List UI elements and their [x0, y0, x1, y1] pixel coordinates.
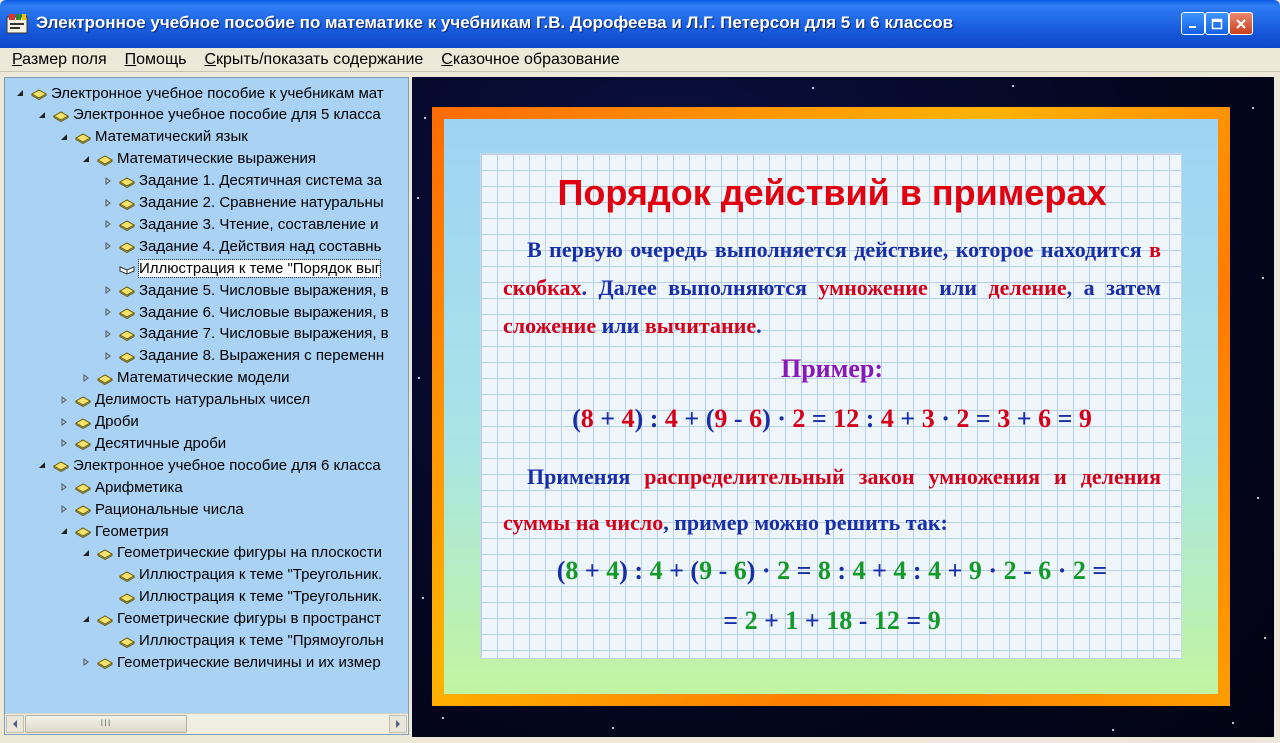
book-icon — [75, 436, 91, 450]
formula1-run: - — [727, 404, 750, 433]
book-icon — [119, 349, 135, 363]
tree-item-label: Задание 5. Числовые выражения, в — [139, 281, 389, 299]
tree-item[interactable] — [103, 257, 380, 279]
tree-item-label: Электронное учебное пособие к учебникам мат — [51, 84, 384, 102]
formula1-run: : — [859, 404, 881, 433]
formula2-run: 9 — [968, 556, 982, 585]
tree-item[interactable] — [15, 82, 384, 104]
menu-mnemonic: П — [124, 50, 137, 68]
para1-run: . Далее выполняются — [581, 275, 819, 300]
formula2-run: ) : — [619, 556, 650, 585]
tree-leaf-spacer — [103, 592, 113, 602]
formula2-run: : — [830, 556, 853, 585]
book-icon — [97, 152, 113, 166]
contents-tree — [5, 78, 408, 713]
tree-item[interactable] — [81, 148, 316, 170]
formula3-run: 1 — [785, 606, 799, 635]
scroll-right-button[interactable] — [389, 715, 407, 733]
star-decoration — [424, 117, 426, 119]
formula2-run: 2 — [1072, 556, 1086, 585]
tree-item-label: Геометрические величины и их измер — [117, 653, 381, 671]
tree-item[interactable] — [103, 345, 384, 367]
formula2-run: 6 — [733, 556, 747, 585]
tree-item[interactable] — [103, 630, 384, 652]
formula2-run: : — [906, 556, 929, 585]
tree-collapsed-icon[interactable] — [103, 351, 113, 361]
tree-item-label: Задание 7. Числовые выражения, в — [139, 325, 389, 343]
formula1-run: + — [593, 404, 622, 433]
tree-item-label: Дроби — [95, 413, 139, 430]
para1-run: В первую очередь выполняется действие, которое находится — [527, 237, 1150, 262]
menu-item-2[interactable] — [116, 48, 196, 72]
formula3-run: = — [899, 606, 928, 635]
window-right-border — [1274, 77, 1280, 737]
tree-collapsed-icon[interactable] — [59, 482, 69, 492]
book-icon — [97, 546, 113, 560]
formula2-run: 6 — [1038, 556, 1052, 585]
distributive-formula-line2 — [481, 606, 1183, 636]
para1-run: или — [927, 275, 989, 300]
tree-item-label: Геометрические фигуры в пространст — [117, 610, 382, 628]
book-icon — [75, 480, 91, 494]
book-icon — [75, 502, 91, 516]
scroll-thumb[interactable] — [25, 715, 187, 733]
tree-collapsed-icon[interactable] — [103, 241, 113, 251]
para1-run: умножение — [818, 275, 928, 300]
example-formula — [481, 404, 1183, 434]
star-decoration — [422, 597, 424, 599]
formula2-run: ( — [556, 556, 566, 585]
formula1-run: 4 — [621, 404, 635, 433]
formula2-run: = — [790, 556, 818, 585]
close-icon — [1234, 17, 1248, 31]
star-decoration — [1012, 85, 1014, 87]
menu-label: казочное образование — [452, 50, 620, 68]
tree-leaf-spacer — [103, 263, 113, 273]
tree-leaf-spacer — [103, 570, 113, 580]
tree-item-label: Задание 1. Десятичная система за — [139, 172, 382, 190]
tree-item[interactable] — [81, 367, 289, 389]
tree-item-label: Математический язык — [95, 128, 248, 146]
formula2-run: 8 — [817, 556, 831, 585]
formula2-run: · — [981, 556, 1004, 585]
menu-label: крыть/показать содержание — [216, 50, 424, 68]
book-icon — [119, 590, 135, 604]
tree-item[interactable] — [103, 192, 384, 214]
book-icon — [75, 130, 91, 144]
formula2-run: - — [712, 556, 734, 585]
distributive-formula-line1 — [481, 556, 1183, 586]
tree-item[interactable] — [103, 279, 389, 301]
book-icon — [75, 393, 91, 407]
book-icon — [97, 655, 113, 669]
title-bar — [0, 0, 1280, 48]
maximize-icon — [1210, 17, 1224, 31]
formula2-run: 2 — [777, 556, 791, 585]
minimize-icon — [1186, 17, 1200, 31]
formula1-run: 4 — [880, 404, 894, 433]
star-decoration — [1264, 637, 1266, 639]
tree-item-label: Задание 4. Действия над составнь — [139, 237, 382, 255]
tree-item[interactable] — [103, 301, 389, 323]
formula2-run: = — [1085, 556, 1108, 585]
formula1-run: ) · — [762, 404, 793, 433]
star-decoration — [1262, 277, 1264, 279]
tree-item-label: Математические модели — [117, 369, 290, 387]
book-icon — [97, 612, 113, 626]
formula1-run: 3 — [921, 404, 935, 433]
tree-collapsed-icon[interactable] — [59, 417, 69, 427]
formula2-run: 4 — [893, 556, 907, 585]
star-decoration — [417, 197, 419, 199]
tree-item[interactable] — [59, 476, 183, 498]
book-icon — [119, 568, 135, 582]
tree-expanded-icon[interactable] — [15, 88, 25, 98]
slide-title: Порядок действий в примерах — [557, 172, 1107, 213]
menu-mnemonic: С — [204, 50, 217, 68]
star-decoration — [1232, 722, 1234, 724]
tree-expanded-icon[interactable] — [81, 154, 91, 164]
menu-mnemonic: С — [441, 50, 453, 68]
tree-collapsed-icon[interactable] — [103, 219, 113, 229]
scroll-left-button[interactable] — [6, 715, 24, 733]
para2-run: , пример можно решить так: — [663, 510, 948, 535]
slide-card — [480, 153, 1182, 659]
tree-expanded-icon[interactable] — [59, 132, 69, 142]
para1-run: . — [756, 313, 762, 338]
tree-item[interactable] — [81, 651, 381, 673]
formula2-run: ) · — [746, 556, 778, 585]
book-icon — [53, 458, 69, 472]
formula1-run: ( — [572, 404, 581, 433]
tree-item-label: Делимость натуральных чисел — [95, 391, 311, 409]
app-icon — [6, 12, 28, 34]
tree-item-label: Иллюстрация к теме "Прямоугольн — [139, 632, 384, 649]
formula1-run: = — [969, 404, 998, 433]
para1-run: или — [596, 313, 645, 338]
tree-item-label: Математические выражения — [117, 150, 316, 168]
tree-item[interactable] — [59, 411, 139, 433]
tree-item-label: Арифметика — [95, 478, 183, 496]
star-decoration — [1112, 729, 1114, 731]
star-decoration — [612, 727, 614, 729]
formula1-run: 9 — [1078, 404, 1092, 433]
formula3-run: 9 — [927, 606, 941, 635]
para1-run: в скобках — [503, 237, 1161, 300]
formula2-run: + — [941, 556, 969, 585]
formula2-run: 4 — [928, 556, 942, 585]
tree-item[interactable] — [103, 564, 382, 586]
tree-item[interactable] — [103, 170, 382, 192]
menu-label: азмер поля — [22, 50, 107, 68]
book-icon — [119, 283, 135, 297]
book-icon — [31, 86, 47, 100]
formula3-run: + — [757, 606, 786, 635]
book-icon — [119, 327, 135, 341]
tree-item[interactable] — [81, 542, 382, 564]
tree-item-label: Задание 2. Сравнение натуральны — [139, 194, 384, 211]
menu-label: омощь — [136, 50, 187, 68]
formula1-run: = — [1051, 404, 1079, 433]
formula2-run: + ( — [662, 556, 700, 585]
minimize-button[interactable] — [1181, 12, 1205, 35]
tree-item-label: Десятичные дроби — [95, 434, 227, 452]
menu-mnemonic: Р — [12, 50, 23, 68]
tree-collapsed-icon[interactable] — [59, 438, 69, 448]
formula3-run: = — [723, 606, 745, 635]
tree-item[interactable] — [103, 586, 382, 608]
tree-leaf-spacer — [103, 636, 113, 646]
horizontal-scrollbar[interactable] — [5, 713, 408, 734]
tree-item[interactable] — [103, 235, 381, 257]
tree-item-label: Электронное учебное пособие для 5 класса — [73, 106, 381, 124]
menu-item-1[interactable] — [0, 48, 116, 72]
tree-item[interactable] — [37, 454, 381, 476]
book-icon — [53, 108, 69, 122]
formula1-run: 4 — [664, 404, 678, 433]
tree-expanded-icon[interactable] — [59, 526, 69, 536]
tree-collapsed-icon[interactable] — [59, 504, 69, 514]
formula2-run: 2 — [1003, 556, 1017, 585]
scroll-grip: III — [100, 719, 112, 729]
formula1-run: 6 — [749, 404, 763, 433]
tree-item[interactable] — [103, 323, 389, 345]
formula3-run: + — [798, 606, 827, 635]
formula2-run: 9 — [699, 556, 713, 585]
tree-expanded-icon[interactable] — [37, 460, 47, 470]
formula1-run: 2 — [792, 404, 806, 433]
book-icon — [119, 239, 135, 253]
rule-paragraph — [503, 231, 1161, 345]
para2-run: Применяя — [527, 464, 645, 489]
para1-run: вычитание — [644, 313, 757, 338]
formula2-run: 4 — [606, 556, 620, 585]
arrow-left-icon — [11, 720, 19, 728]
formula2-run: · — [1051, 556, 1073, 585]
book-icon — [75, 524, 91, 538]
tree-collapsed-icon[interactable] — [59, 395, 69, 405]
tree-item-label: Рациональные числа — [95, 500, 244, 518]
formula3-run: 2 — [744, 606, 758, 635]
formula1-run: + ( — [677, 404, 715, 433]
tree-collapsed-icon[interactable] — [103, 285, 113, 295]
formula3-run: 12 — [873, 606, 900, 635]
formula1-run: 8 — [580, 404, 594, 433]
arrow-right-icon — [394, 720, 402, 728]
para1-run: сложение — [503, 313, 597, 338]
open-book-icon — [119, 261, 135, 275]
star-decoration — [1252, 107, 1254, 109]
example-heading: Пример: — [780, 354, 884, 383]
formula1-run: + — [1010, 404, 1039, 433]
tree-item-label: Иллюстрация к теме "Порядок выг — [139, 259, 381, 277]
formula2-run: - — [1016, 556, 1039, 585]
formula3-run: 18 — [826, 606, 853, 635]
star-decoration — [1257, 497, 1259, 499]
formula2-run: 4 — [852, 556, 866, 585]
formula2-run: + — [865, 556, 894, 585]
formula2-run: 4 — [649, 556, 663, 585]
tree-item-label: Электронное учебное пособие для 6 класса — [73, 456, 381, 474]
book-icon — [97, 371, 113, 385]
tree-item-label: Задание 6. Числовые выражения, в — [139, 303, 389, 321]
menu-item-3[interactable] — [195, 48, 432, 72]
slide-background — [444, 119, 1218, 694]
formula1-run: 3 — [997, 404, 1011, 433]
tree-collapsed-icon[interactable] — [103, 307, 113, 317]
tree-item-label: Геометрические фигуры на плоскости — [117, 544, 382, 562]
tree-item-label: Иллюстрация к теме "Треугольник. — [139, 588, 383, 606]
tree-item[interactable] — [81, 608, 381, 630]
tree-item[interactable] — [59, 432, 226, 454]
star-decoration — [442, 717, 444, 719]
formula2-run: + — [578, 556, 607, 585]
tree-item[interactable] — [103, 213, 379, 235]
para1-run: деление — [988, 275, 1067, 300]
formula1-run: + — [893, 404, 922, 433]
book-icon — [119, 634, 135, 648]
tree-collapsed-icon[interactable] — [103, 176, 113, 186]
book-icon — [119, 196, 135, 210]
tree-item[interactable] — [59, 389, 310, 411]
close-button[interactable] — [1229, 12, 1253, 35]
formula1-run: 9 — [714, 404, 728, 433]
tree-item-label: Геометрия — [95, 522, 169, 540]
distributive-paragraph — [503, 454, 1161, 546]
book-icon — [119, 174, 135, 188]
star-decoration — [812, 87, 814, 89]
tree-item-label: Иллюстрация к теме "Треугольник. — [139, 566, 383, 584]
tree-collapsed-icon[interactable] — [81, 657, 91, 667]
tree-expanded-icon[interactable] — [37, 110, 47, 120]
book-icon — [75, 415, 91, 429]
tree-collapsed-icon[interactable] — [103, 329, 113, 339]
star-decoration — [418, 377, 420, 379]
tree-expanded-icon[interactable] — [81, 548, 91, 558]
tree-item-label: Задание 8. Выражения с переменн — [139, 347, 385, 365]
para2-run: распределительный закон умножения и деления суммы на число — [503, 464, 1161, 535]
book-icon — [119, 217, 135, 231]
tree-collapsed-icon[interactable] — [81, 373, 91, 383]
tree-item[interactable] — [59, 520, 169, 542]
formula1-run: 6 — [1038, 404, 1052, 433]
menu-bar — [0, 48, 1280, 72]
window-title: Электронное учебное пособие по математике к учебникам Г.В. Дорофеева и Л.Г. Петерсон для 5 и 6 классов — [36, 13, 954, 32]
content-area — [412, 77, 1274, 737]
para1-run: , а затем — [1066, 275, 1161, 300]
contents-tree-panel — [4, 77, 409, 735]
tree-collapsed-icon[interactable] — [103, 198, 113, 208]
tree-expanded-icon[interactable] — [81, 614, 91, 624]
tree-item[interactable] — [37, 104, 381, 126]
formula1-run: ) : — [634, 404, 665, 433]
slide-frame — [432, 107, 1230, 706]
formula1-run: 2 — [956, 404, 970, 433]
maximize-button[interactable] — [1205, 12, 1229, 35]
tree-item-label: Задание 3. Чтение, составление и — [139, 215, 379, 233]
tree-item[interactable] — [59, 498, 244, 520]
book-icon — [119, 305, 135, 319]
menu-item-4[interactable] — [432, 48, 628, 72]
formula3-run: - — [852, 606, 874, 635]
formula1-run: = — [805, 404, 834, 433]
tree-item[interactable] — [59, 126, 248, 148]
formula1-run: 12 — [833, 404, 860, 433]
formula2-run: 8 — [565, 556, 579, 585]
formula1-run: · — [934, 404, 957, 433]
